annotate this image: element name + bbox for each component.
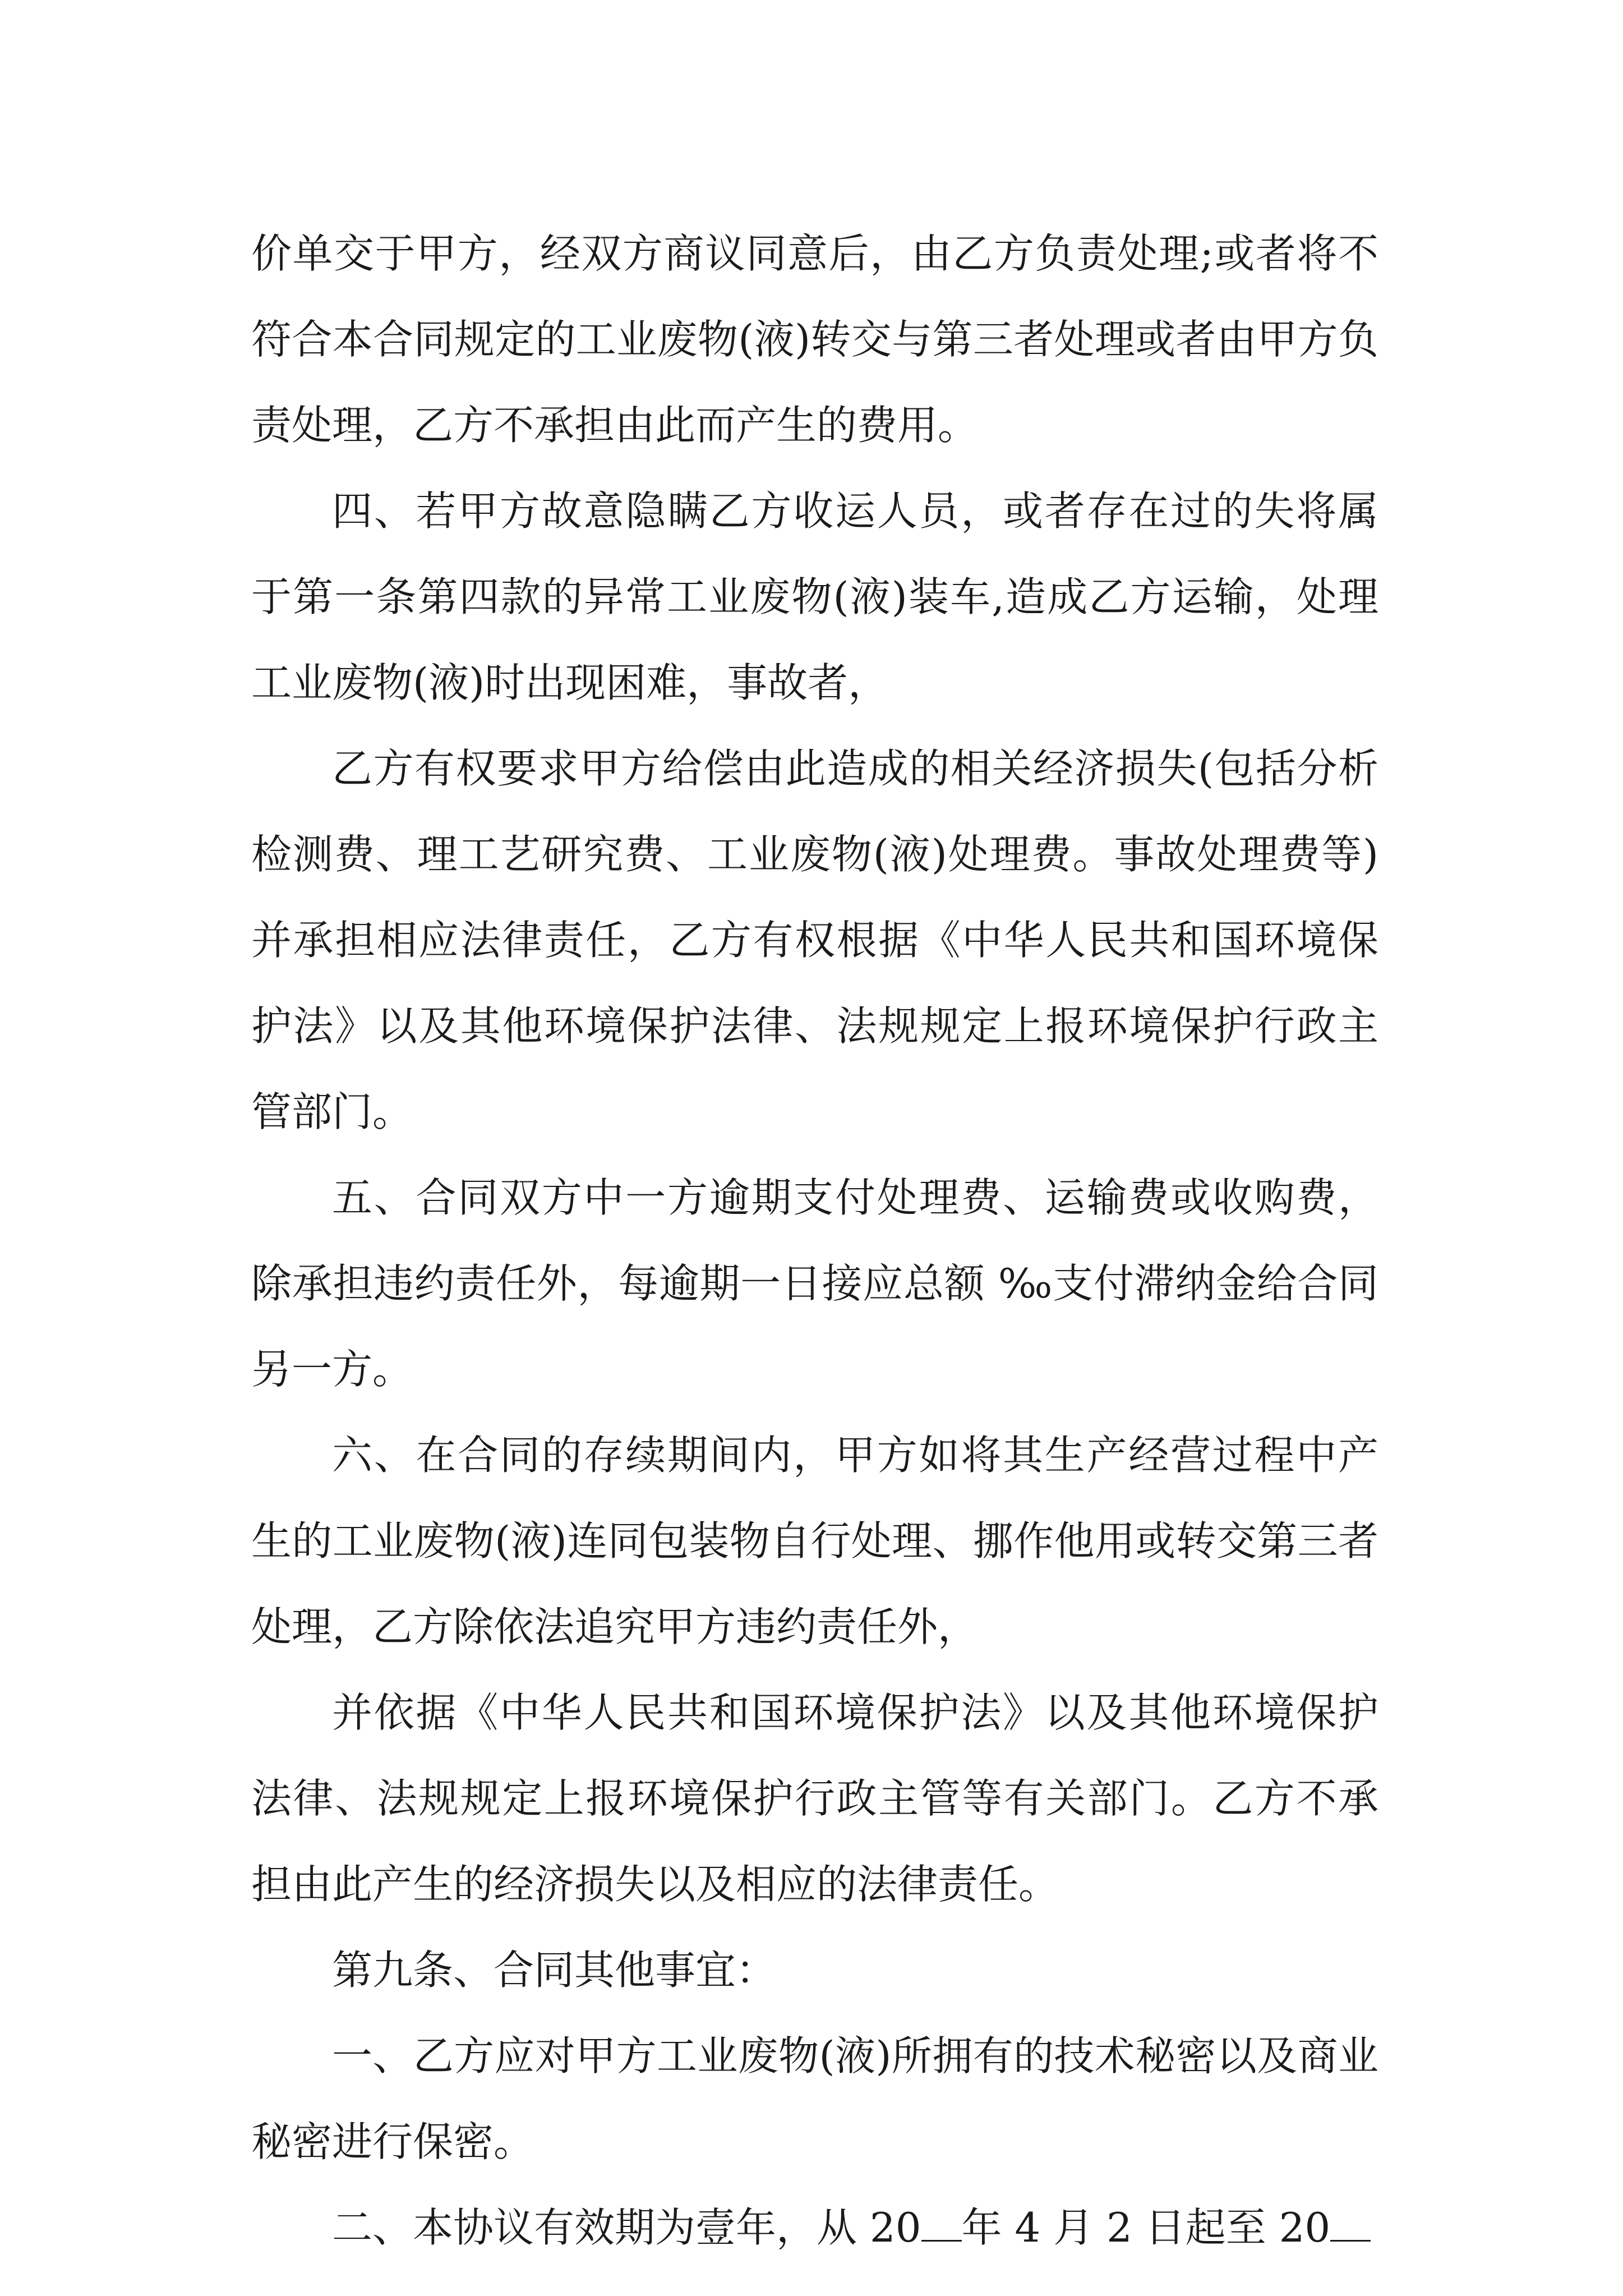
paragraph-confidentiality: 一、乙方应对甲方工业废物(液)所拥有的技术秘密以及商业秘密进行保密。 xyxy=(251,2032,1378,2165)
article-9-heading: 第九条、合同其他事宜： xyxy=(332,1947,777,1994)
paragraph-compensation: 乙方有权要求甲方给偿由此造成的相关经济损失(包括分析检测费、理工艺研究费、工业废物(液)处理费。事故处理费等)并承担相应法律责任，乙方有权根据《中华人民共和国环境保护法》以及其他环境保护法律、法规规定上报环境保护行政主管部门。 xyxy=(251,745,1378,1135)
paragraph-continuation: 价单交于甲方，经双方商议同意后，由乙方负责处理;或者将不符合本合同规定的工业废物(液)转交与第三者处理或者由甲方负责处理，乙方不承担由此而产生的费用。 xyxy=(251,230,1378,449)
validity-text-middle: 年 4 月 2 日起至 20 xyxy=(961,2204,1331,2251)
paragraph-validity-period xyxy=(251,2185,1378,2271)
year-blank xyxy=(921,2207,962,2242)
paragraph-clause-6: 六、在合同的存续期间内，甲方如将其生产经营过程中产生的工业废物(液)连同包装物自行处理、挪作他用或转交第三者处理，乙方除依法追究甲方违约责任外， xyxy=(251,1432,1378,1650)
year-blank-end xyxy=(1330,2207,1371,2242)
document-body xyxy=(251,211,1378,2271)
validity-text-start: 二、本协议有效期为壹年，从 20 xyxy=(332,2204,921,2251)
paragraph-reporting: 并依据《中华人民共和国环境保护法》以及其他环境保护法律、法规规定上报环境保护行政主管等有关部门。乙方不承担由此产生的经济损失以及相应的法律责任。 xyxy=(251,1689,1378,1908)
paragraph-clause-5: 五、合同双方中一方逾期支付处理费、运输费或收购费，除承担违约责任外，每逾期一日接应总额 ‰支付滞纳金给合同另一方。 xyxy=(251,1174,1378,1393)
paragraph-clause-4: 四、若甲方故意隐瞒乙方收运人员，或者存在过的失将属于第一条第四款的异常工业废物(液)装车,造成乙方运输，处理工业废物(液)时出现困难，事故者， xyxy=(251,487,1378,706)
